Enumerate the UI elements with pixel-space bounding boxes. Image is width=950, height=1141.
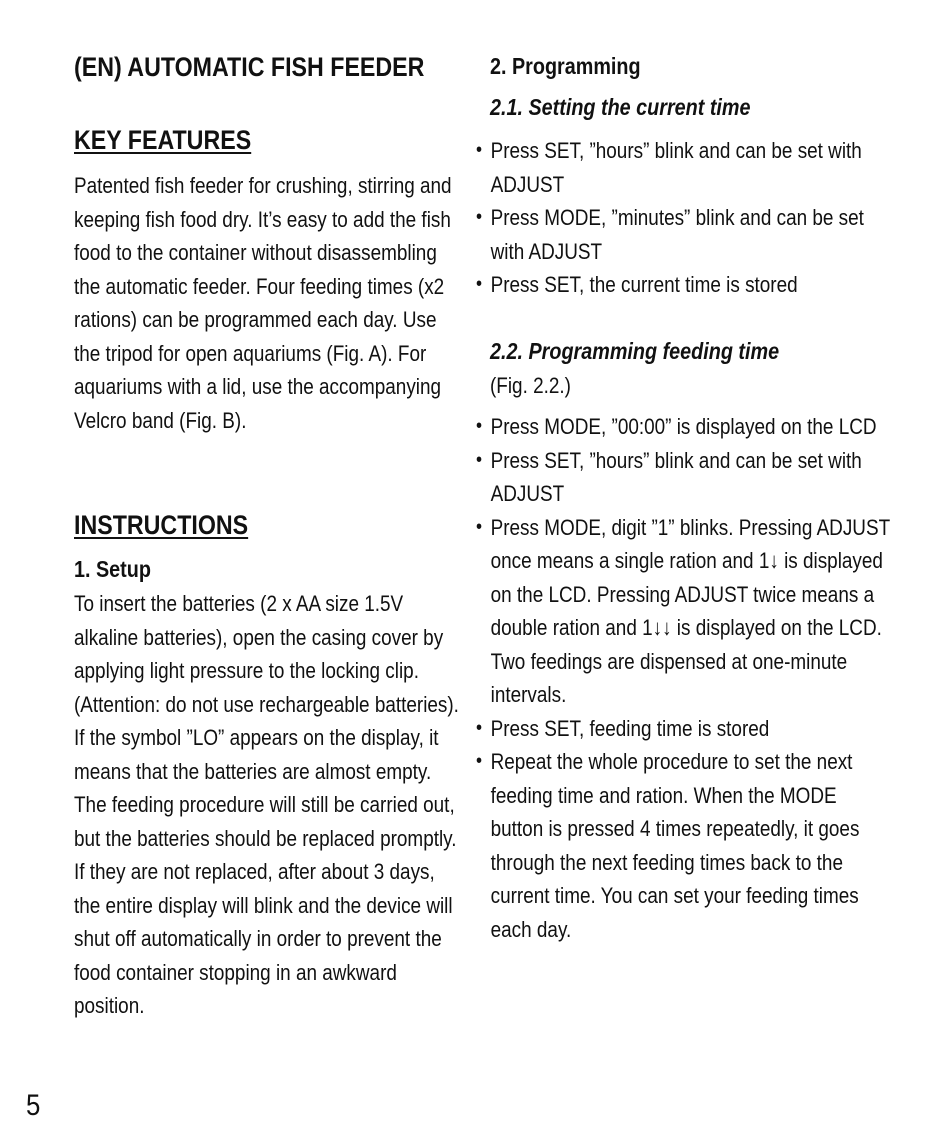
list-item: • Press SET, ”hours” blink and can be set with ADJUST xyxy=(476,444,892,511)
programming-heading: 2. Programming xyxy=(490,53,641,79)
list-item: • Press MODE, ”00:00” is displayed on the LCD xyxy=(476,410,892,444)
current-time-heading: 2.1. Setting the current time xyxy=(490,94,751,120)
list-item: • Press MODE, digit ”1” blinks. Pressing ADJUST once means a single ration and 1↓ is displayed on the LCD. Pressing ADJUST twice means a double ration and 1↓↓ is displayed on the LCD. Two feedings are dispensed at one-minute intervals. xyxy=(476,511,892,712)
list-item: • Press SET, ”hours” blink and can be set with ADJUST xyxy=(476,134,892,201)
main-title: (EN) AUTOMATIC FISH FEEDER xyxy=(74,52,425,82)
setup-text: To insert the batteries (2 x AA size 1.5V alkaline batteries), open the casing cover by applying light pressure to the locking clip. (Attention: do not use rechargeable batteries). If the symbol ”LO” appears on the display, it means that the batteries are almost empty. The feeding procedure will still be carried out, but the batteries should be replaced promptly. If they are not replaced, after about 3 days, the entire display will blink and the device will shut off automatically in order to prevent the food container stopping in an awkward position. xyxy=(74,591,459,1018)
list-item: • Repeat the whole procedure to set the next feeding time and ration. When the MODE button is pressed 4 times repeatedly, it goes through the next feeding times back to the current time. You can set your feeding times each day. xyxy=(476,745,892,946)
instructions-heading: INSTRUCTIONS xyxy=(74,510,249,540)
list-item: • Press SET, the current time is stored xyxy=(476,268,892,302)
list-item: • Press MODE, ”minutes” blink and can be set with ADJUST xyxy=(476,201,892,268)
list-item: • Press SET, feeding time is stored xyxy=(476,712,892,746)
figure-reference: (Fig. 2.2.) xyxy=(490,373,571,398)
feeding-time-heading: 2.2. Programming feeding time xyxy=(490,338,780,364)
current-time-steps xyxy=(476,134,892,302)
key-features-heading: KEY FEATURES xyxy=(74,125,252,155)
key-features-text: Patented fish feeder for crushing, stirring and keeping fish food dry. It’s easy to add the fish food to the container without disassembling the automatic feeder. Four feeding times (x2 rations) can be programmed each day. Use the tripod for open aquariums (Fig. A). For aquariums with a lid, use the accompanying Velcro band (Fig. B). xyxy=(74,173,452,433)
setup-heading: 1. Setup xyxy=(74,556,151,582)
page-number: 5 xyxy=(26,1089,41,1122)
feeding-time-steps xyxy=(476,410,892,946)
